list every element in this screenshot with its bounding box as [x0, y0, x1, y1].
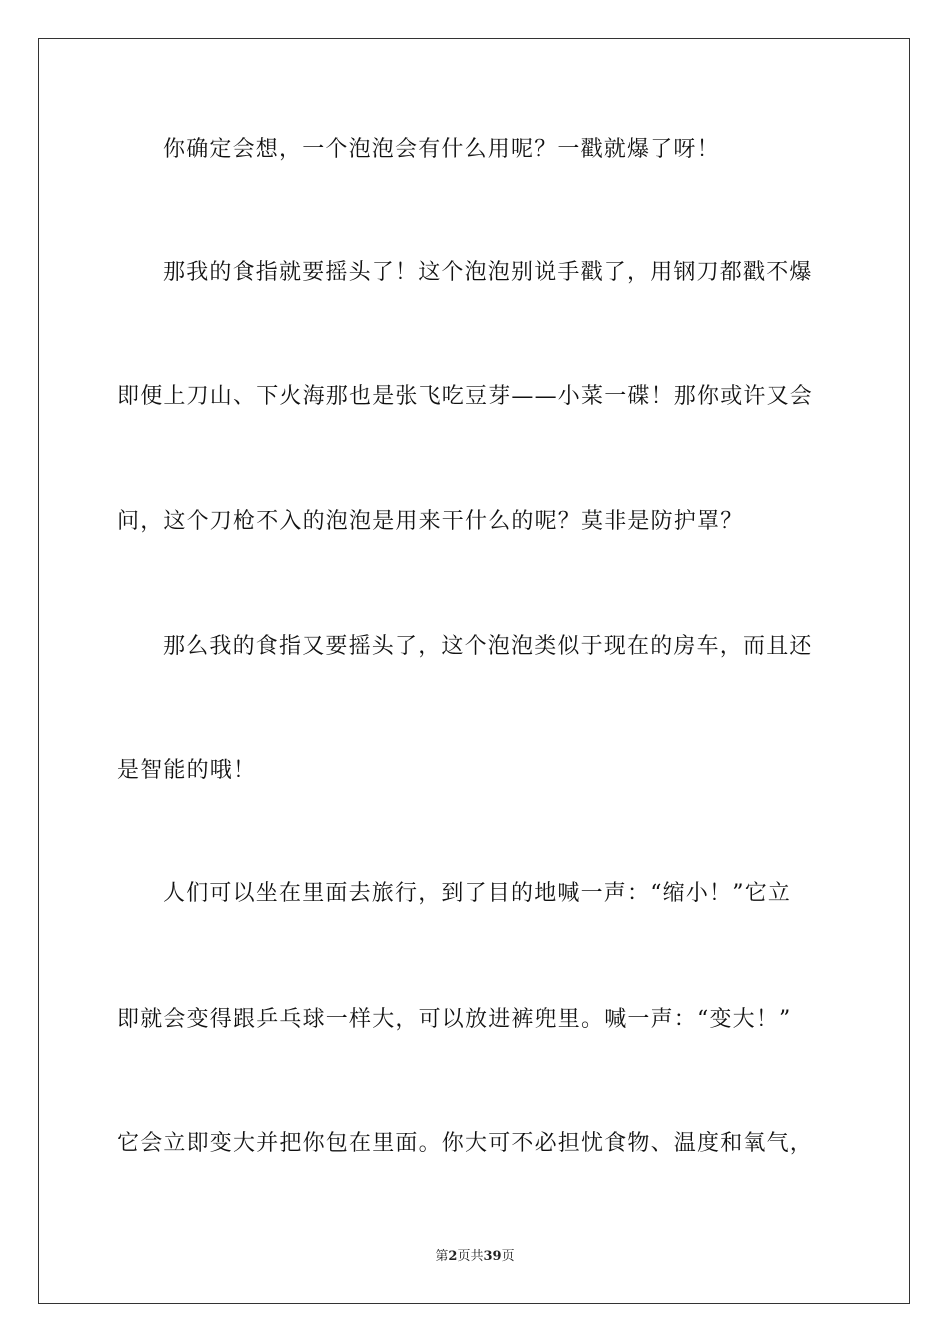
page-number: 2: [448, 1249, 458, 1264]
paragraph-4-line-2: 即就会变得跟乒乓球一样大，可以放进裤兜里。喊一声：“变大！”: [117, 1007, 792, 1032]
paragraph-2-line-2: 即便上刀山、下火海那也是张飞吃豆芽——小菜一碟！那你或许又会: [117, 384, 814, 409]
page-prefix: 第: [435, 1249, 449, 1264]
paragraph-2-line-3: 问，这个刀枪不入的泡泡是用来干什么的呢？莫非是防护罩？: [117, 509, 744, 534]
page-footer: [0, 1248, 950, 1266]
paragraph-3-line-2: 是智能的哦！: [117, 758, 257, 783]
total-prefix: 共: [470, 1249, 484, 1264]
page-border: [38, 38, 910, 1304]
paragraph-2-line-1: 那我的食指就要摇头了！这个泡泡别说手戳了，用钢刀都戳不爆: [163, 260, 813, 285]
paragraph-4-line-1: 人们可以坐在里面去旅行，到了目的地喊一声：“缩小！”它立: [163, 881, 792, 906]
paragraph-1-line-1: 你确定会想，一个泡泡会有什么用呢？一戳就爆了呀！: [163, 137, 720, 162]
paragraph-4-line-3: 它会立即变大并把你包在里面。你大可不必担忧食物、温度和氧气，: [117, 1131, 814, 1156]
total-pages: 39: [483, 1249, 502, 1264]
page-suffix: 页: [457, 1249, 471, 1264]
total-suffix: 页: [501, 1249, 515, 1264]
paragraph-3-line-1: 那么我的食指又要摇头了，这个泡泡类似于现在的房车，而且还: [163, 634, 813, 659]
